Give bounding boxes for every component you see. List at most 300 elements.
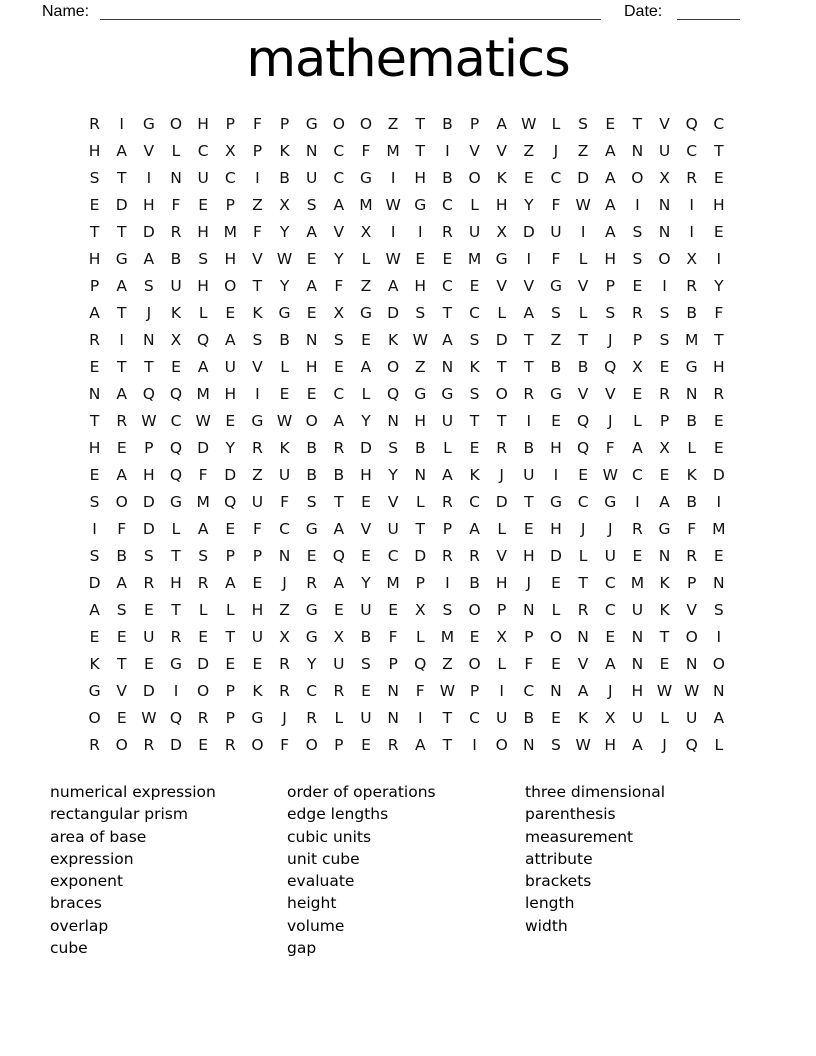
grid-letter: I — [635, 493, 640, 511]
grid-letter: G — [88, 682, 101, 700]
grid-letter: B — [577, 358, 589, 376]
grid-letter: T — [415, 142, 425, 160]
grid-letter: A — [306, 223, 317, 241]
grid-letter: K — [279, 439, 290, 457]
grid-letter: C — [577, 493, 589, 511]
grid-letter: N — [170, 169, 182, 187]
grid-letter: P — [225, 196, 235, 214]
grid-letter: C — [333, 142, 345, 160]
grid-letter: T — [714, 331, 724, 349]
grid-letter: T — [469, 412, 480, 430]
grid-letter: Z — [442, 655, 453, 673]
grid-letter: A — [713, 709, 725, 727]
grid-letter: G — [414, 196, 427, 214]
grid-letter: R — [306, 574, 318, 592]
grid-letter: Y — [714, 277, 724, 295]
grid-letter: K — [659, 574, 670, 592]
grid-letter: D — [224, 466, 237, 484]
grid-row — [81, 732, 732, 759]
grid-letter: D — [495, 331, 508, 349]
grid-letter: O — [359, 115, 373, 133]
grid-letter: A — [604, 169, 616, 187]
grid-letter: R — [224, 736, 236, 754]
grid-letter: H — [414, 169, 427, 187]
grid-letter: E — [415, 250, 426, 268]
grid-letter: A — [116, 466, 128, 484]
grid-letter: W — [385, 250, 401, 268]
grid-letter: B — [442, 115, 453, 133]
grid-letter: Z — [387, 115, 399, 133]
grid-letter: X — [686, 250, 697, 268]
grid-letter: B — [116, 547, 128, 565]
grid-letter: R — [252, 439, 263, 457]
grid-letter: E — [89, 466, 100, 484]
grid-letter: A — [496, 115, 507, 133]
grid-letter: S — [632, 223, 643, 241]
grid-letter: S — [252, 331, 263, 349]
grid-letter: Y — [361, 574, 371, 592]
grid-letter: E — [632, 385, 643, 403]
grid-letter: P — [497, 601, 507, 619]
grid-letter: L — [415, 493, 425, 511]
grid-letter: S — [551, 736, 561, 754]
grid-letter: W — [141, 709, 157, 727]
grid-letter: M — [196, 493, 210, 511]
grid-letter: L — [415, 628, 425, 646]
grid-letter: I — [417, 709, 423, 727]
grid-letter: A — [632, 439, 643, 457]
grid-letter: H — [88, 439, 101, 457]
grid-letter: A — [442, 466, 453, 484]
grid-letter: A — [116, 385, 128, 403]
grid-letter: I — [119, 331, 124, 349]
grid-letter: P — [252, 142, 263, 160]
grid-letter: X — [279, 196, 290, 214]
grid-letter: V — [252, 358, 263, 376]
grid-letter: D — [387, 304, 400, 322]
grid-row — [81, 408, 732, 435]
grid-letter: F — [524, 655, 534, 673]
grid-letter: N — [631, 655, 644, 673]
grid-letter: U — [685, 709, 698, 727]
grid-letter: Z — [279, 601, 290, 619]
grid-letter: N — [387, 709, 399, 727]
grid-letter: F — [334, 277, 344, 295]
grid-letter: A — [89, 601, 100, 619]
grid-letter: S — [89, 493, 100, 511]
grid-letter: V — [469, 142, 480, 160]
grid-letter: M — [359, 196, 373, 214]
grid-letter: C — [550, 169, 562, 187]
grid-letter: J — [553, 142, 559, 160]
grid-letter: R — [197, 574, 209, 592]
grid-letter: Q — [169, 709, 183, 727]
grid-letter: L — [551, 601, 561, 619]
grid-letter: O — [305, 736, 318, 754]
grid-letter: S — [116, 601, 127, 619]
grid-letter: H — [631, 682, 644, 700]
grid-letter: I — [689, 196, 694, 214]
grid-letter: T — [524, 493, 534, 511]
grid-letter: U — [143, 628, 155, 646]
grid-letter: B — [414, 439, 426, 457]
grid-letter: R — [116, 412, 128, 430]
grid-letter: B — [306, 466, 318, 484]
grid-letter: T — [442, 304, 453, 322]
grid-letter: W — [656, 682, 673, 700]
grid-letter: K — [469, 358, 480, 376]
grid-letter: C — [170, 412, 182, 430]
grid-letter: A — [116, 277, 128, 295]
grid-letter: Y — [306, 655, 317, 673]
grid-letter: Z — [550, 331, 562, 349]
grid-letter: V — [496, 142, 507, 160]
grid-letter: D — [142, 493, 155, 511]
grid-letter: B — [686, 412, 697, 430]
grid-letter: O — [387, 358, 400, 376]
grid-letter: J — [662, 736, 667, 754]
grid-letter: M — [712, 520, 726, 538]
grid-letter: I — [445, 574, 450, 592]
grid-letter: H — [197, 223, 209, 241]
grid-letter: F — [252, 223, 262, 241]
grid-letter: M — [223, 223, 237, 241]
grid-letter: J — [282, 574, 287, 592]
grid-letter: E — [605, 628, 616, 646]
grid-letter: A — [469, 520, 480, 538]
grid-letter: K — [388, 331, 399, 349]
grid-letter: U — [550, 223, 562, 241]
word-list-item: volume — [287, 916, 345, 935]
grid-letter: G — [604, 493, 617, 511]
grid-letter: F — [415, 682, 425, 700]
grid-letter: I — [146, 169, 152, 187]
grid-row — [81, 246, 732, 273]
grid-letter: H — [143, 466, 155, 484]
grid-row — [81, 381, 732, 408]
grid-letter: I — [526, 250, 532, 268]
grid-letter: O — [169, 115, 183, 133]
grid-letter: U — [468, 223, 481, 241]
grid-letter: P — [469, 115, 480, 133]
grid-letter: H — [305, 358, 318, 376]
grid-letter: N — [713, 682, 725, 700]
grid-letter: E — [333, 358, 344, 376]
grid-letter: Y — [388, 466, 398, 484]
page-title: mathematics — [246, 30, 570, 89]
grid-letter: H — [197, 277, 209, 295]
grid-letter: P — [225, 709, 235, 727]
grid-letter: C — [523, 682, 535, 700]
grid-letter: S — [551, 304, 561, 322]
grid-letter: Z — [360, 277, 372, 295]
grid-letter: L — [171, 520, 181, 538]
grid-letter: P — [225, 115, 235, 133]
grid-letter: X — [279, 628, 290, 646]
grid-row — [81, 435, 732, 462]
grid-letter: P — [144, 439, 154, 457]
grid-letter: E — [551, 709, 561, 727]
grid-letter: C — [333, 385, 345, 403]
grid-letter: N — [441, 358, 454, 376]
grid-letter: R — [442, 493, 453, 511]
grid-letter: C — [441, 277, 453, 295]
grid-letter: E — [713, 169, 724, 187]
grid-letter: E — [116, 439, 127, 457]
grid-letter: U — [604, 547, 616, 565]
grid-letter: A — [116, 142, 128, 160]
grid-letter: O — [197, 682, 210, 700]
grid-letter: N — [143, 331, 155, 349]
grid-letter: N — [685, 385, 698, 403]
grid-letter: S — [198, 547, 209, 565]
grid-letter: V — [577, 655, 589, 673]
grid-letter: G — [549, 277, 562, 295]
grid-letter: V — [252, 250, 263, 268]
grid-letter: H — [604, 250, 617, 268]
grid-letter: B — [442, 169, 453, 187]
grid-letter: B — [686, 493, 697, 511]
grid-letter: P — [252, 547, 263, 565]
grid-letter: O — [685, 628, 698, 646]
grid-letter: H — [224, 385, 237, 403]
grid-letter: E — [523, 520, 534, 538]
grid-letter: V — [496, 547, 507, 565]
grid-letter: R — [659, 385, 670, 403]
grid-letter: F — [551, 250, 561, 268]
grid-letter: D — [197, 439, 210, 457]
grid-letter: W — [276, 250, 293, 268]
grid-letter: O — [305, 412, 318, 430]
grid-letter: B — [469, 574, 480, 592]
word-list-item: attribute — [525, 849, 593, 868]
grid-letter: T — [496, 358, 507, 376]
grid-letter: M — [630, 574, 645, 592]
grid-letter: F — [117, 520, 127, 538]
grid-letter: N — [414, 466, 427, 484]
grid-letter: T — [442, 709, 453, 727]
grid-letter: R — [469, 547, 480, 565]
grid-letter: U — [496, 709, 508, 727]
grid-letter: T — [632, 115, 643, 133]
grid-letter: S — [469, 385, 480, 403]
grid-letter: S — [388, 439, 399, 457]
word-search-grid — [81, 111, 732, 759]
grid-letter: E — [89, 628, 100, 646]
grid-letter: K — [279, 142, 290, 160]
grid-letter: H — [88, 250, 101, 268]
grid-letter: R — [89, 331, 100, 349]
grid-letter: M — [684, 331, 699, 349]
grid-letter: G — [549, 385, 562, 403]
word-list-item: brackets — [525, 872, 592, 891]
grid-letter: E — [306, 385, 317, 403]
grid-letter: D — [170, 736, 182, 754]
grid-letter: Z — [577, 142, 589, 160]
grid-letter: R — [686, 547, 698, 565]
grid-letter: E — [225, 655, 236, 673]
grid-letter: K — [496, 169, 507, 187]
grid-letter: R — [713, 385, 725, 403]
grid-letter: V — [333, 223, 345, 241]
grid-letter: A — [197, 520, 209, 538]
grid-row — [81, 543, 732, 570]
grid-letter: E — [198, 196, 209, 214]
word-list-item: gap — [287, 939, 317, 958]
word-list-item: parenthesis — [525, 805, 616, 824]
grid-letter: L — [334, 709, 344, 727]
grid-letter: A — [224, 574, 236, 592]
grid-letter: D — [577, 169, 590, 187]
grid-letter: N — [523, 736, 535, 754]
grid-letter: V — [116, 682, 128, 700]
grid-letter: R — [143, 736, 155, 754]
grid-letter: Q — [577, 412, 590, 430]
grid-letter: A — [89, 304, 100, 322]
grid-letter: O — [549, 628, 563, 646]
word-list-item: overlap — [50, 916, 109, 935]
grid-letter: N — [685, 655, 698, 673]
grid-letter: W — [602, 466, 618, 484]
grid-letter: E — [225, 520, 236, 538]
grid-letter: Q — [169, 439, 183, 457]
grid-letter: I — [472, 736, 477, 754]
grid-letter: R — [170, 223, 182, 241]
grid-letter: H — [550, 439, 562, 457]
grid-letter: Y — [524, 196, 534, 214]
grid-letter: E — [659, 358, 670, 376]
grid-letter: D — [142, 682, 155, 700]
word-list-item: cubic units — [287, 827, 372, 846]
grid-letter: L — [497, 655, 506, 673]
grid-letter: T — [659, 628, 670, 646]
grid-letter: X — [360, 223, 372, 241]
grid-letter: E — [632, 277, 643, 295]
grid-letter: I — [255, 169, 260, 187]
grid-letter: E — [361, 736, 371, 754]
grid-letter: G — [414, 385, 427, 403]
grid-letter: C — [631, 466, 643, 484]
grid-letter: Z — [252, 466, 263, 484]
grid-letter: E — [252, 655, 263, 673]
grid-row — [81, 192, 732, 219]
grid-letter: R — [170, 628, 182, 646]
word-list-item: three dimensional — [525, 783, 666, 801]
grid-letter: I — [716, 250, 722, 268]
grid-letter: I — [173, 682, 179, 700]
grid-letter: L — [497, 520, 506, 538]
word-list-item: unit cube — [287, 849, 360, 868]
grid-letter: G — [305, 601, 318, 619]
grid-letter: S — [306, 196, 317, 214]
grid-letter: X — [170, 331, 182, 349]
grid-letter: J — [607, 331, 613, 349]
grid-letter: J — [499, 466, 504, 484]
grid-letter: E — [713, 412, 724, 430]
word-list-item: numerical expression — [50, 783, 216, 801]
grid-letter: G — [658, 520, 671, 538]
grid-letter: T — [415, 115, 425, 133]
grid-letter: B — [170, 250, 182, 268]
grid-letter: H — [522, 547, 535, 565]
grid-letter: T — [144, 358, 154, 376]
grid-letter: T — [116, 304, 127, 322]
grid-letter: U — [306, 169, 318, 187]
grid-row — [81, 489, 732, 516]
grid-letter: B — [523, 709, 535, 727]
grid-letter: E — [388, 601, 399, 619]
grid-letter: U — [224, 358, 236, 376]
grid-letter: S — [578, 115, 589, 133]
grid-letter: R — [197, 709, 209, 727]
grid-letter: O — [495, 736, 508, 754]
grid-letter: U — [251, 493, 264, 511]
grid-letter: W — [412, 331, 428, 349]
grid-letter: C — [333, 169, 345, 187]
grid-letter: T — [524, 358, 534, 376]
grid-letter: N — [305, 142, 318, 160]
grid-letter: H — [550, 520, 562, 538]
grid-row — [81, 570, 732, 597]
grid-letter: D — [414, 547, 427, 565]
grid-letter: U — [333, 655, 345, 673]
grid-letter: C — [469, 493, 480, 511]
grid-letter: E — [442, 250, 453, 268]
grid-letter: I — [255, 385, 260, 403]
grid-letter: X — [333, 304, 345, 322]
grid-letter: G — [169, 655, 182, 673]
grid-letter: A — [604, 655, 616, 673]
grid-letter: C — [469, 709, 480, 727]
grid-letter: T — [496, 412, 507, 430]
grid-letter: A — [333, 520, 345, 538]
grid-letter: B — [279, 169, 290, 187]
grid-letter: K — [469, 466, 480, 484]
grid-letter: R — [279, 655, 290, 673]
grid-letter: J — [607, 412, 613, 430]
grid-letter: E — [225, 412, 236, 430]
grid-letter: E — [116, 628, 127, 646]
grid-letter: S — [89, 547, 100, 565]
grid-letter: A — [197, 358, 209, 376]
grid-letter: W — [439, 682, 456, 700]
grid-letter: V — [686, 601, 697, 619]
grid-letter: S — [415, 304, 426, 322]
grid-letter: D — [115, 196, 128, 214]
grid-letter: E — [89, 196, 100, 214]
grid-letter: H — [143, 196, 155, 214]
grid-letter: I — [553, 466, 559, 484]
grid-letter: I — [689, 223, 694, 241]
grid-letter: E — [116, 709, 127, 727]
grid-letter: R — [442, 547, 453, 565]
grid-letter: E — [225, 304, 236, 322]
word-list-item: measurement — [525, 827, 634, 846]
grid-letter: G — [549, 493, 562, 511]
grid-letter: N — [713, 574, 725, 592]
grid-letter: Z — [252, 196, 263, 214]
grid-letter: L — [660, 709, 669, 727]
grid-letter: D — [360, 439, 372, 457]
grid-letter: A — [604, 223, 616, 241]
grid-letter: T — [578, 574, 588, 592]
grid-letter: X — [333, 628, 345, 646]
grid-letter: Q — [577, 439, 590, 457]
grid-letter: U — [197, 169, 209, 187]
grid-letter: P — [686, 574, 697, 592]
grid-letter: T — [116, 223, 127, 241]
grid-letter: K — [686, 466, 697, 484]
